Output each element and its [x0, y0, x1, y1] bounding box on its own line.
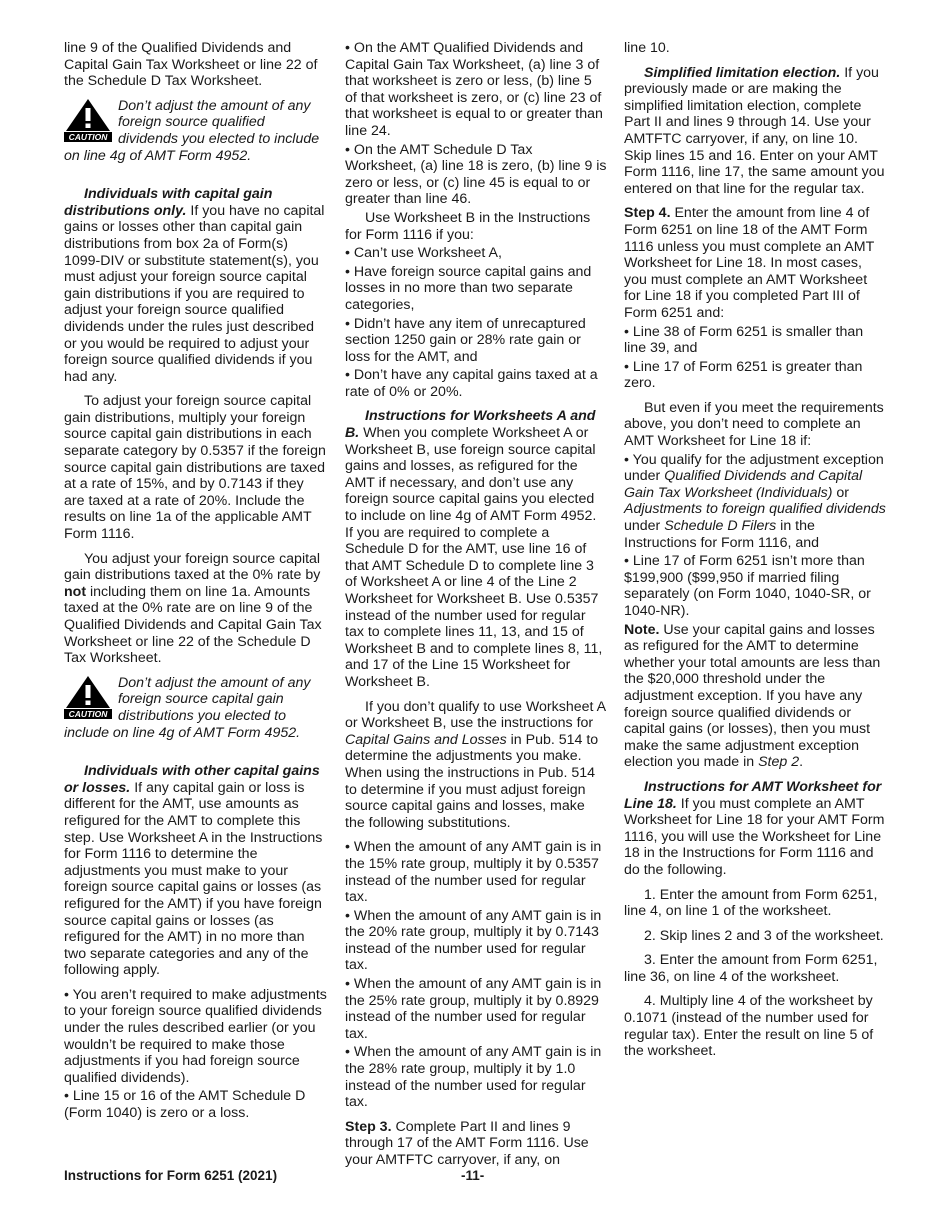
heading: Individuals with other capital gains or losses.: [64, 763, 320, 796]
heading: Simplified limitation election.: [644, 64, 841, 81]
heading: Note.: [624, 621, 660, 638]
paragraph: Individuals with capital gain distributions only. If you have no capital gains or losses other than capital gain distributions from box 2a of Form(s) 1099-DIV or substitute statement(s), you must adjust your foreign source capital gain distributions if you are required to adjust your foreign source qualified dividends under the rules just described or you would be required to adjust your foreign source qualified dividends if you had any.: [64, 186, 325, 385]
bullet-item: • Line 38 of Form 6251 is smaller than line 39, and: [624, 323, 864, 357]
caution-label: CAUTION: [68, 131, 108, 142]
paragraph: To adjust your foreign source capital gain distributions, multiply your foreign source capital gain distributions in each separate category by 0.5357 if the foreign source capital gain distributions are taxed at a rate of 15%, and by 0.7143 if they are taxed at a rate of 20%. Include the results on line 1a of the applicable AMT Form 1116.: [64, 393, 326, 543]
heading: Instructions for AMT Worksheet for Line 18.: [624, 778, 882, 812]
paragraph: But even if you meet the requirements above, you don’t need to complete an AMT Worksheet for Line 18 if:: [624, 399, 884, 450]
bullet-item: • On the AMT Schedule D Tax Worksheet, (a) line 18 is zero, (b) line 9 is zero or less, or (c) line 45 is equal to or greater than line 46.: [345, 141, 607, 208]
bullet-item: • On the AMT Qualified Dividends and Capital Gain Tax Worksheet, (a) line 3 of that worksheet is zero or less, (b) line 5 of that worksheet is zero, or (c) line 23 of that worksheet is equal to or greater than line 24.: [345, 40, 603, 139]
paragraph: Instructions for Worksheets A and B. When you complete Worksheet A or Worksheet B, use foreign source capital gains and losses, as refigured for the AMT if necessary, and don’t use any foreign source capital gains you elected to include on line 4g of AMT Form 4952. If you are required to complete a Schedule D for the AMT, use line 16 of that AMT Schedule D to complete line 3 of Worksheet A or line 4 of the Line 2 Worksheet for Worksheet B. Use 0.5357 instead of the number used for regular tax to complete lines 11, 13, and 15 of Worksheet B and to complete lines 8, 11, and 17 of the Line 15 Worksheet for Worksheet B.: [345, 408, 603, 690]
paragraph: line 9 of the Qualified Dividends and Capital Gain Tax Worksheet or line 22 of the Schedule D Tax Worksheet.: [64, 40, 318, 90]
bullet-item: • Don’t have any capital gains taxed at a rate of 0% or 20%.: [345, 367, 598, 400]
bullet-item: • When the amount of any AMT gain is in the 20% rate group, multiply it by 0.7143 instead of the number used for regular tax.: [345, 907, 602, 974]
list-step: 3. Enter the amount from Form 6251, line 36, on line 4 of the worksheet.: [624, 952, 878, 985]
paragraph: Step 4. Enter the amount from line 4 of Form 6251 on line 18 of the AMT Form 1116 unless you must complete an AMT Worksheet for Line 18. In most cases, you must complete an AMT Worksheet for Line 18 if you completed Part III of Form 6251 and:: [624, 205, 874, 321]
column-3: [624, 40, 886, 1068]
caution-text: Don’t adjust the amount of any foreign source capital gain distributions you elected to include on line 4g of AMT Form 4952.: [64, 674, 311, 741]
column-2: [345, 40, 607, 1177]
heading: Step 4.: [624, 205, 671, 222]
paragraph: Simplified limitation election. If you previously made or are making the simplified limitation election, complete Part II and lines 9 through 14. Use your AMTFTC carryover, if any, on line 10. Skip lines 15 and 16. Enter on your AMT Form 1116, line 17, the same amount you entered on that line for the regular tax.: [624, 64, 885, 197]
page-number: -11-: [461, 1168, 485, 1183]
footer-form-title: Instructions for Form 6251 (2021): [64, 1168, 278, 1183]
caution-icon: [64, 675, 112, 719]
paragraph: You adjust your foreign source capital gain distributions taxed at the 0% rate by not including them on line 1a. Amounts taxed at the 0% rate are on line 9 of the Qualified Dividends and Capital Gain Tax Worksheet or line 22 of the Schedule D Tax Worksheet.: [64, 550, 322, 667]
column-1: [64, 40, 328, 1124]
paragraph: Step 3. Complete Part II and lines 9 through 17 of the AMT Form 1116. Use your AMTFTC carryover, if any, on: [345, 1118, 589, 1168]
bullet-item: • Didn’t have any item of unrecaptured section 1250 gain or 28% rate gain or loss for the AMT, and: [345, 315, 586, 365]
bullet-item: • When the amount of any AMT gain is in the 15% rate group, multiply it by 0.5357 instead of the number used for regular tax.: [345, 839, 602, 906]
paragraph: Use Worksheet B in the Instructions for Form 1116 if you:: [345, 209, 591, 243]
bullet-item: • Can’t use Worksheet A,: [345, 245, 502, 262]
list-step: 2. Skip lines 2 and 3 of the worksheet.: [644, 927, 884, 944]
paragraph: Instructions for AMT Worksheet for Line 18. If you must complete an AMT Worksheet for Line 18 for your AMT Form 1116, you will use the Worksheet for Line 18 in the Instructions for Form 1116 and do the following.: [624, 778, 885, 878]
paragraph: Note. Use your capital gains and losses as refigured for the AMT to determine whether your total amounts are less than the $20,000 threshold under the adjustment exception. If you have any foreign source qualified dividends or capital gains (or losses), then you must make the same adjustment exception election you made in Step 2.: [624, 621, 881, 771]
bullet-item: • You qualify for the adjustment exception under Qualified Dividends and Capital Gain Tax Worksheet (Individuals) or Adjustments to foreign qualified dividends under Schedule D Filers in the Instructions for Form 1116, and: [624, 451, 886, 551]
bullet-item: • Line 17 of Form 6251 isn’t more than $199,900 ($99,950 if married filing separately (on Form 1040, 1040-SR, or 1040-NR).: [624, 553, 871, 619]
paragraph: line 10.: [624, 40, 670, 56]
bullet-item: • Line 17 of Form 6251 is greater than zero.: [624, 358, 863, 392]
bullet-item: • Line 15 or 16 of the AMT Schedule D (Form 1040) is zero or a loss.: [64, 1088, 306, 1122]
heading: Individuals with capital gain distributions only.: [64, 186, 273, 219]
caution-label: CAUTION: [68, 708, 108, 719]
list-step: 4. Multiply line 4 of the worksheet by 0.1071 (instead of the number used for regular tax). Enter the result on line 5 of the worksheet.: [624, 993, 874, 1060]
caution-icon: [64, 98, 112, 142]
paragraph: If you don’t qualify to use Worksheet A or Worksheet B, use the instructions for Capital Gains and Losses in Pub. 514 to determine the adjustments you make. When using the instructions in Pub. 514 to determine if you must adjust foreign source capital gains and losses, make the following substitutions.: [345, 698, 606, 831]
caution-note: [64, 98, 328, 164]
caution-text: Don’t adjust the amount of any foreign source qualified dividends you elected to include on line 4g of AMT Form 4952.: [64, 97, 320, 164]
bullet-item: • Have foreign source capital gains and losses in no more than two separate categories,: [345, 263, 592, 313]
heading: Instructions for Worksheets A and B.: [345, 408, 596, 442]
bullet-item: • When the amount of any AMT gain is in the 25% rate group, multiply it by 0.8929 instead of the number used for regular tax.: [345, 976, 602, 1042]
list-step: 1. Enter the amount from Form 6251, line 4, on line 1 of the worksheet.: [624, 886, 878, 920]
caution-note: [64, 675, 328, 741]
bullet-item: • You aren’t required to make adjustments to your foreign source qualified dividends under the rules described earlier (or you wouldn’t be required to make those adjustments if you had foreign source qualified dividends).: [64, 986, 327, 1086]
heading: Step 3.: [345, 1118, 392, 1135]
bullet-item: • When the amount of any AMT gain is in the 28% rate group, multiply it by 1.0 instead of the number used for regular tax.: [345, 1044, 602, 1111]
paragraph: Individuals with other capital gains or losses. If any capital gain or loss is different for the AMT, use amounts as refigured for the AMT to complete this step. Use Worksheet A in the Instructions for Form 1116 to determine the adjustments you must make to your foreign source capital gains or losses (as refigured for the AMT) if you have foreign source capital gains or losses (as refigured for the AMT) in no more than two separate categories and any of the following apply.: [64, 763, 323, 979]
